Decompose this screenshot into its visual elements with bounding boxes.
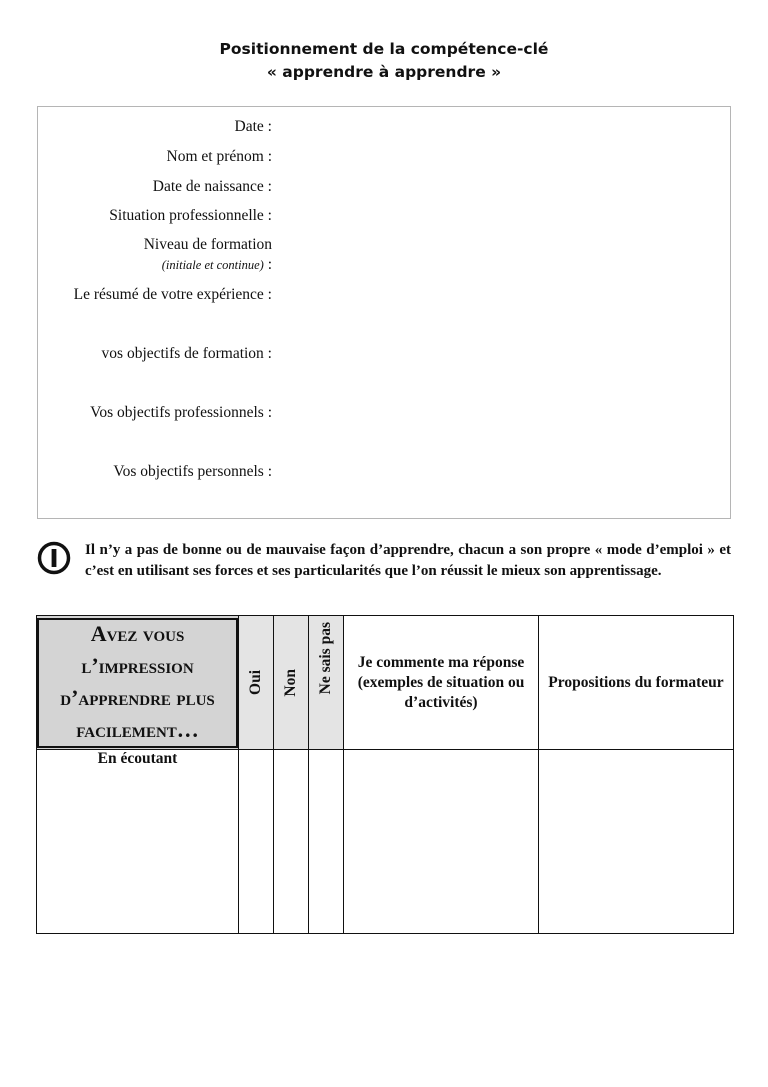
yes-cell[interactable] <box>239 750 274 934</box>
date-label: Date : <box>234 118 272 135</box>
unsure-header <box>309 616 344 750</box>
notice-text: Il n’y a pas de bonne ou de mauvaise façon d’apprendre, chacun a son propre « mode d’emploi » et c’est en utilisant ses forces et ses particularités que l’on réussit le mieux son apprentissage. <box>85 542 731 579</box>
unsure-cell[interactable] <box>309 750 344 934</box>
training-level-sub: (initiale et continue) <box>161 258 264 272</box>
title-line-1: Positionnement de la compétence-clé <box>219 40 549 58</box>
no-header-label: Non <box>282 668 299 697</box>
unsure-header-label: Ne sais pas <box>317 622 334 695</box>
row-label-listening: En écoutant <box>37 750 239 934</box>
table-header-row <box>37 616 734 750</box>
experience-summary-label: Le résumé de votre expérience : <box>73 286 272 303</box>
training-level-colon: : <box>263 256 272 273</box>
training-level-label <box>144 235 272 275</box>
exclamation-circle-icon <box>37 541 71 575</box>
trainer-header: Propositions du formateur <box>539 616 734 750</box>
trainer-cell[interactable] <box>539 750 734 934</box>
comment-header: Je commente ma réponse (exemples de situation ou d’activités) <box>344 616 539 750</box>
personal-goals-label: Vos objectifs personnels : <box>113 463 272 480</box>
training-level-main: Niveau de formation <box>143 236 272 253</box>
question-rest: vez vous l’impression d’apprendre plus facilement… <box>60 620 215 742</box>
question-header <box>37 616 239 750</box>
name-label: Nom et prénom : <box>166 148 272 165</box>
no-cell[interactable] <box>274 750 309 934</box>
yes-header-label: Oui <box>247 670 264 695</box>
question-header-text <box>37 618 238 748</box>
question-first-letter: A <box>90 620 107 646</box>
personal-info-box <box>37 106 731 519</box>
birth-label: Date de naissance : <box>152 178 272 195</box>
situation-label: Situation professionnelle : <box>109 207 272 224</box>
comment-cell[interactable] <box>344 750 539 934</box>
professional-goals-label: Vos objectifs professionnels : <box>90 404 272 421</box>
title-line-2: « apprendre à apprendre » <box>266 63 502 81</box>
yes-header <box>239 616 274 750</box>
table-row <box>37 750 734 934</box>
training-goals-label: vos objectifs de formation : <box>101 345 272 362</box>
no-header <box>274 616 309 750</box>
page-title <box>0 38 768 84</box>
self-assessment-table <box>36 615 734 934</box>
